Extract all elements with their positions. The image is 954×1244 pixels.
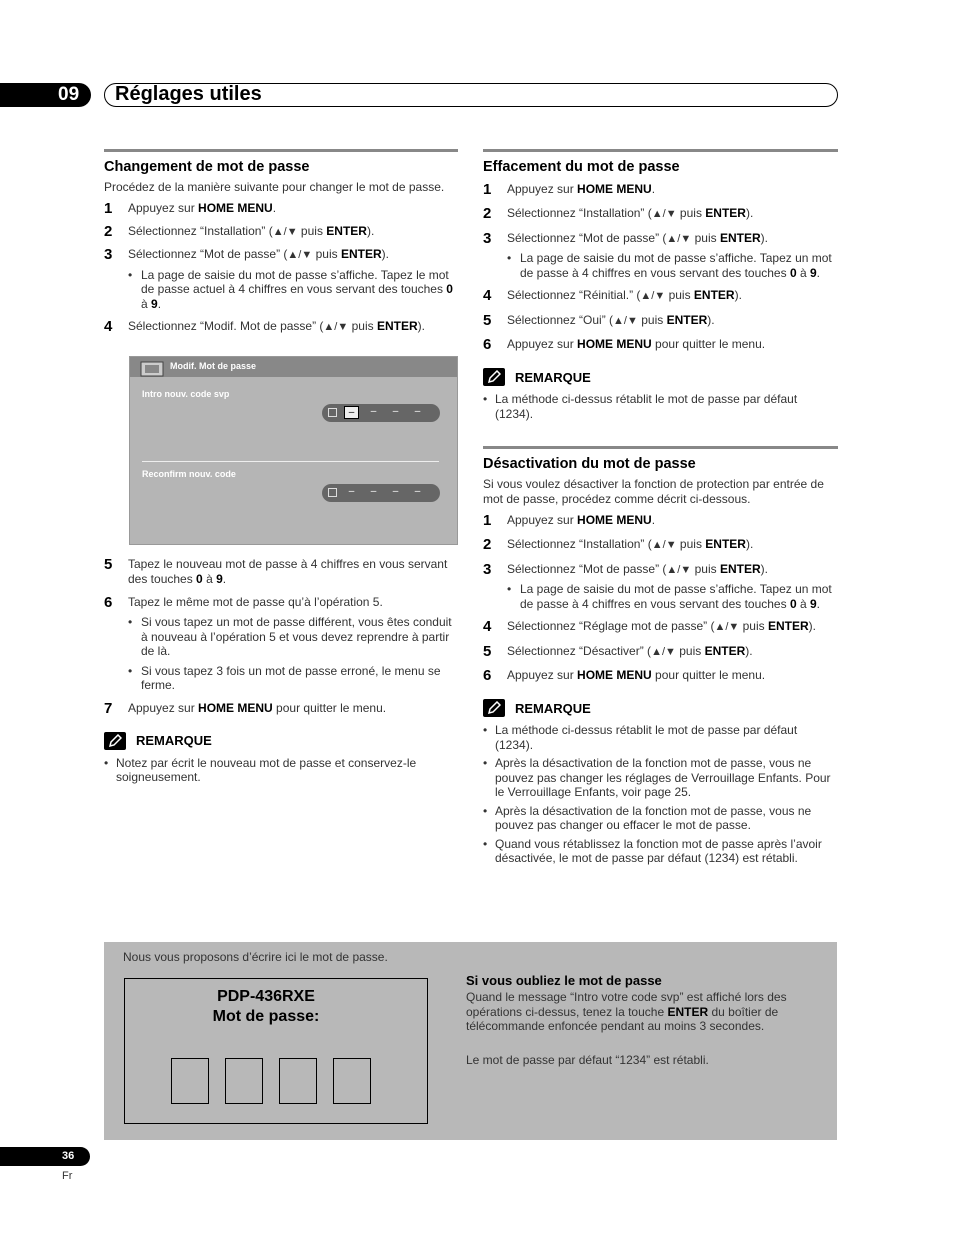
step-number: 5 (104, 556, 113, 573)
chapter-number: 09 (0, 83, 91, 107)
step-text: ). (417, 319, 425, 333)
pencil-note-icon (104, 732, 126, 750)
updown-arrows-icon: ▲/▼ (323, 321, 349, 333)
bullet-icon: • (507, 582, 512, 596)
step-text: à (202, 571, 217, 586)
updown-arrows-icon: ▲/▼ (287, 249, 313, 261)
osd-title-bar (130, 357, 457, 377)
key-label: ENTER (719, 230, 761, 245)
section-rule (483, 149, 838, 152)
bullet-icon: • (483, 803, 488, 818)
osd-divider (142, 461, 439, 462)
key-label: HOME MENU (577, 337, 652, 351)
step-text: puis (676, 537, 706, 551)
note-heading (483, 699, 838, 717)
key-label: HOME MENU (577, 668, 652, 682)
step-text: Tapez le nouveau mot de passe à 4 chiffres en vous servant des touches (128, 557, 448, 586)
note-label: REMARQUE (515, 369, 591, 385)
step-text: puis (691, 230, 720, 245)
bullet-text: à (141, 296, 152, 311)
updown-arrows-icon: ▲/▼ (666, 232, 692, 245)
updown-arrows-icon: ▲/▼ (666, 563, 692, 576)
key-label: ENTER (340, 247, 382, 261)
bullet-item (128, 664, 458, 693)
note-heading (104, 732, 458, 750)
step-text: pour quitter le menu. (651, 337, 766, 351)
step-item (104, 701, 458, 716)
step-number: 5 (483, 311, 492, 329)
bullet-icon: • (128, 615, 133, 629)
memo-intro: Nous vous proposons d’écrire ici le mot de passe. (123, 950, 388, 964)
chapter-title: Réglages utiles (115, 83, 262, 105)
confirm-code-field[interactable] (322, 484, 440, 502)
step-text: puis (348, 319, 377, 333)
bullet-text: . (816, 265, 821, 280)
step-text: . (272, 200, 277, 215)
pencil-note-icon (483, 368, 505, 386)
step-item (483, 313, 838, 329)
step-text: Sélectionnez “Mot de passe” ( (507, 561, 667, 576)
bullet-text: . (816, 596, 821, 611)
note-text: Quand vous rétablissez la fonction mot de passe après l’avoir désactivée, le mot de passe par défaut (1234) est rétabli. (495, 836, 822, 865)
key-label: ENTER (705, 537, 746, 551)
bullet-icon: • (104, 755, 109, 770)
step-text: Sélectionnez “Installation” ( (507, 537, 652, 551)
step-item (483, 288, 838, 304)
code-digit-slot[interactable]: – (414, 406, 421, 417)
key-label: HOME MENU (577, 513, 652, 527)
key-label: 0 (789, 265, 797, 280)
left-column (104, 149, 458, 343)
step-text: pour quitter le menu. (651, 668, 766, 682)
step-text: Sélectionnez “Oui” ( (507, 312, 614, 327)
bullet-text: La page de saisie du mot de passe s’affiche. Tapez un mot de passe à 4 chiffres en vous servant des touches (520, 251, 832, 280)
step-number: 3 (483, 229, 492, 247)
step-text: puis (297, 223, 327, 238)
step-item (104, 247, 458, 263)
step-item (104, 224, 458, 240)
note-item (483, 837, 838, 866)
code-digit-slot[interactable]: – (392, 486, 399, 497)
key-label: ENTER (719, 561, 761, 576)
password-card (124, 978, 428, 1124)
step-text: Sélectionnez “Réinitial.” ( (507, 288, 641, 302)
osd-screen (129, 356, 458, 545)
page-number: 36 (0, 1147, 90, 1166)
bullet-text: La page de saisie du mot de passe s’affiche. Tapez un mot de passe à 4 chiffres en vous servant des touches (520, 582, 832, 611)
step-text: puis (739, 619, 768, 633)
key-label: ENTER (667, 1004, 709, 1019)
step-number: 6 (483, 667, 492, 684)
step-text: Tapez le même mot de passe qu’à l’opération 5. (128, 595, 383, 609)
key-label: 9 (151, 296, 158, 311)
step-number: 6 (104, 594, 113, 611)
key-label: 9 (809, 596, 817, 611)
updown-arrows-icon: ▲/▼ (714, 621, 740, 633)
key-label: ENTER (704, 643, 746, 658)
step-item (104, 201, 458, 216)
step-item (483, 206, 838, 222)
password-caption: Mot de passe: (212, 1008, 320, 1025)
key-label: 0 (446, 282, 453, 296)
key-label: 9 (809, 265, 817, 280)
step-text: Appuyez sur (128, 700, 199, 715)
step-item (483, 513, 838, 528)
code-digit-slot[interactable]: – (344, 406, 359, 419)
step-item (483, 337, 838, 352)
step-item (483, 668, 838, 683)
step-text: Sélectionnez “Installation” ( (128, 223, 273, 238)
step-text: ). (745, 206, 754, 220)
bullet-text: à (796, 265, 810, 280)
step-text: puis (312, 247, 341, 261)
step-number: 2 (104, 222, 113, 240)
keypad-icon (328, 488, 337, 497)
step-number: 4 (104, 318, 113, 335)
step-number: 3 (104, 246, 113, 263)
note-item (104, 756, 458, 785)
section-intro: Procédez de la manière suivante pour changer le mot de passe. (104, 180, 445, 194)
step-text: Sélectionnez “Mot de passe” ( (128, 247, 288, 261)
code-digit-slot[interactable]: – (370, 406, 377, 417)
step-text: puis (665, 288, 694, 302)
step-item (483, 537, 838, 553)
bullet-item (507, 251, 838, 280)
code-digit-slot[interactable]: – (414, 486, 421, 497)
step-number: 3 (483, 560, 492, 578)
step-text: Sélectionnez “Réglage mot de passe” ( (507, 619, 715, 633)
osd-label-new-code: Intro nouv. code svp (142, 389, 230, 399)
step-item (483, 231, 838, 247)
step-text: Sélectionnez “Désactiver” ( (507, 643, 652, 658)
note-item (483, 392, 838, 421)
password-memo-box (104, 942, 837, 1140)
key-label: HOME MENU (198, 200, 273, 215)
step-number: 4 (483, 618, 492, 635)
bullet-icon: • (483, 756, 488, 770)
pencil-note-icon (483, 699, 505, 717)
step-item (483, 644, 838, 660)
section-rule (104, 149, 458, 152)
bullet-text: Si vous tapez 3 fois un mot de passe erroné, le menu se ferme. (141, 663, 441, 692)
model-name: PDP-436RXE (217, 988, 315, 1005)
section-rule (483, 446, 838, 449)
note-text: Après la désactivation de la fonction mot de passe, vous ne pouvez pas changer ou effacer le mot de passe. (495, 803, 812, 832)
section-intro: Si vous voulez désactiver la fonction de protection par entrée de mot de passe, procédez comme décrit ci-dessous. (483, 477, 824, 506)
step-text: . (651, 182, 656, 196)
step-text: ). (745, 643, 753, 658)
updown-arrows-icon: ▲/▼ (651, 645, 676, 658)
code-digit-slot[interactable]: – (348, 486, 355, 497)
step-item (104, 319, 458, 335)
step-text: puis (637, 312, 667, 327)
bullet-icon: • (507, 251, 512, 265)
note-heading (483, 368, 838, 386)
note-text: La méthode ci-dessus rétablit le mot de passe par défaut (1234). (495, 723, 798, 752)
step-text: ). (760, 230, 768, 245)
note-label: REMARQUE (515, 700, 591, 716)
step-number: 4 (483, 287, 492, 304)
code-digit-slot[interactable]: – (370, 486, 377, 497)
step-item (104, 557, 458, 586)
page-language: Fr (62, 1170, 73, 1182)
bullet-icon: • (128, 663, 133, 678)
code-digit-slot[interactable]: – (392, 406, 399, 417)
updown-arrows-icon: ▲/▼ (613, 314, 638, 327)
step-text: puis (675, 643, 705, 658)
note-item (483, 723, 838, 752)
bullet-item (507, 582, 838, 611)
bullet-item (128, 615, 458, 659)
bullet-icon: • (483, 723, 488, 737)
step-number: 2 (483, 536, 492, 553)
step-number: 2 (483, 205, 492, 222)
right-column (483, 149, 838, 425)
key-label: ENTER (767, 619, 809, 633)
step-text: puis (691, 561, 720, 576)
bullet-text: La page de saisie du mot de passe s’affiche. Tapez le mot de passe actuel à 4 chiffres en vous servant des touches (141, 267, 449, 296)
step-number: 5 (483, 642, 492, 660)
key-label: 0 (196, 571, 203, 586)
updown-arrows-icon: ▲/▼ (640, 290, 666, 302)
step-text: ). (707, 312, 715, 327)
bullet-text: . (157, 296, 162, 311)
step-text: ). (745, 537, 754, 551)
key-label: HOME MENU (198, 700, 273, 715)
step-text: Appuyez sur (128, 200, 199, 215)
bullet-icon: • (128, 267, 133, 282)
forgot-title: Si vous oubliez le mot de passe (466, 973, 662, 988)
step-text: ). (760, 561, 768, 576)
key-label: 9 (216, 571, 223, 586)
step-text: pour quitter le menu. (272, 700, 387, 715)
step-text: Sélectionnez “Installation” ( (507, 206, 652, 220)
updown-arrows-icon: ▲/▼ (651, 539, 677, 551)
step-item (104, 595, 458, 610)
bullet-text: à (796, 596, 810, 611)
note-text: Après la désactivation de la fonction mot de passe, vous ne pouvez pas changer les réglages de Verrouillage Enfants. Pour le Verrouillage Enfants, voir page 25. (495, 756, 831, 799)
updown-arrows-icon: ▲/▼ (651, 208, 677, 220)
key-label: HOME MENU (577, 182, 652, 196)
password-digit-box[interactable] (171, 1058, 209, 1104)
step-text: Sélectionnez “Modif. Mot de passe” ( (128, 319, 324, 333)
step-text: . (651, 513, 656, 527)
note-item (483, 804, 838, 833)
key-label: 0 (789, 596, 797, 611)
updown-arrows-icon: ▲/▼ (272, 225, 298, 238)
step-item (483, 562, 838, 578)
note-text: Notez par écrit le nouveau mot de passe et conservez-le soigneusement. (116, 755, 417, 784)
step-item (483, 619, 838, 635)
bullet-text: Si vous tapez un mot de passe différent, vous êtes conduit à nouveau à l’opération 5 et vous devez reprendre à partir de là. (141, 615, 452, 658)
step-text: . (222, 571, 227, 586)
password-digit-box[interactable] (333, 1058, 371, 1104)
step-text: Appuyez sur (507, 337, 578, 351)
step-text: Sélectionnez “Mot de passe” ( (507, 230, 667, 245)
key-label: ENTER (376, 319, 418, 333)
step-text: Appuyez sur (507, 182, 578, 196)
step-number: 1 (483, 181, 492, 198)
right-column-lower (483, 446, 838, 870)
osd-label-confirm-code: Reconfirm nouv. code (142, 469, 236, 479)
osd-title: Modif. Mot de passe (170, 361, 257, 371)
step-text: ). (366, 223, 375, 238)
forgot-text-part: du boîtier de télécommande enfoncée pendant au moins 3 secondes. (466, 1004, 779, 1033)
section-title: Changement de mot de passe (104, 159, 310, 175)
left-column-lower (104, 557, 458, 789)
section-title: Désactivation du mot de passe (483, 456, 696, 472)
step-number: 6 (483, 336, 492, 353)
step-text: Appuyez sur (507, 513, 578, 527)
step-text: Appuyez sur (507, 668, 578, 682)
note-label: REMARQUE (136, 733, 212, 748)
forgot-text (466, 990, 796, 1034)
step-number: 1 (104, 199, 113, 217)
key-label: ENTER (705, 206, 746, 220)
section-title: Effacement du mot de passe (483, 159, 680, 175)
note-item (483, 756, 838, 800)
step-item (483, 182, 838, 197)
step-number: 7 (104, 699, 113, 717)
password-digit-box[interactable] (225, 1058, 263, 1104)
key-label: ENTER (693, 288, 735, 302)
keypad-icon (328, 408, 337, 417)
step-text: ). (381, 247, 389, 261)
step-text: ). (734, 288, 742, 302)
new-code-field[interactable] (322, 404, 440, 422)
forgot-text-part: Quand le message “Intro votre code svp” est affiché lors des opérations ci-dessus, tenez la touche (466, 990, 787, 1019)
key-label: ENTER (666, 312, 708, 327)
menu-folder-icon (138, 359, 166, 379)
forgot-default-text: Le mot de passe par défaut “1234” est rétabli. (466, 1053, 709, 1067)
bullet-item (128, 268, 458, 312)
key-label: ENTER (326, 223, 367, 238)
bullet-icon: • (483, 836, 488, 851)
step-text: ). (808, 619, 816, 633)
step-text: puis (676, 206, 706, 220)
step-number: 1 (483, 512, 492, 529)
bullet-icon: • (483, 392, 488, 406)
note-text: La méthode ci-dessus rétablit le mot de passe par défaut (1234). (495, 392, 798, 421)
password-digit-box[interactable] (279, 1058, 317, 1104)
